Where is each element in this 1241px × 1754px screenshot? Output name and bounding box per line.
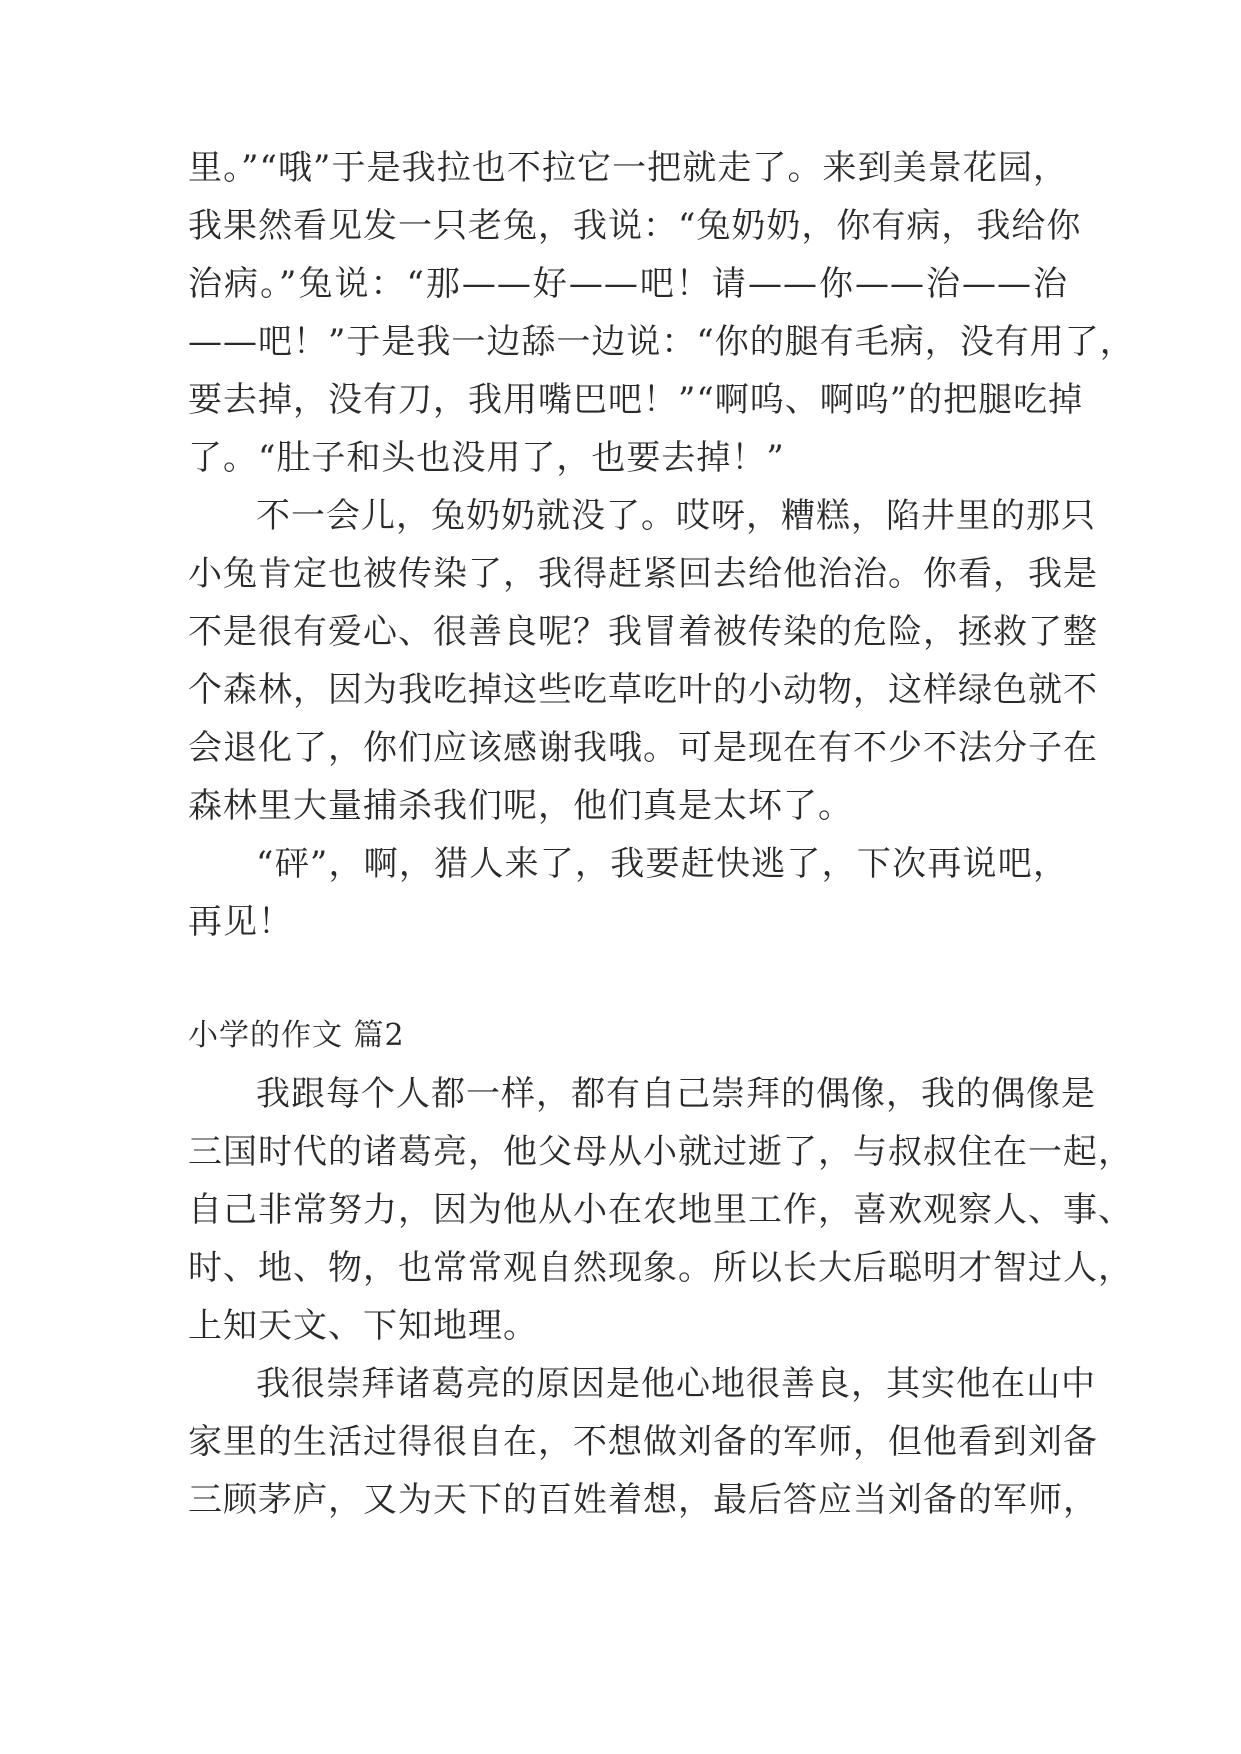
paragraph-line: 个森林，因为我吃掉这些吃草吃叶的小动物，这样绿色就不 — [188, 670, 1098, 710]
paragraph-line: 三顾茅庐，又为天下的百姓着想，最后答应当刘备的军师， — [188, 1480, 1098, 1520]
paragraph-line: 不是很有爱心、很善良呢？我冒着被传染的危险，拯救了整 — [188, 612, 1098, 652]
paragraph-line: 我跟每个人都一样，都有自己崇拜的偶像，我的偶像是 — [256, 1074, 1096, 1114]
paragraph-line: 上知天文、下知地理。 — [188, 1306, 538, 1346]
paragraph-line: 治病。”兔说：“那——好——吧！请——你——治——治 — [188, 264, 1068, 304]
paragraph-line: “砰”，啊，猎人来了，我要赶快逃了，下次再说吧， — [256, 844, 1068, 884]
section-heading: 小学的作文 篇2 — [188, 1018, 405, 1053]
paragraph-line: 自己非常努力，因为他从小在农地里工作，喜欢观察人、事、 — [188, 1190, 1133, 1230]
paragraph-line: 森林里大量捕杀我们呢，他们真是太坏了。 — [188, 786, 853, 826]
paragraph-line: 不一会儿，兔奶奶就没了。哎呀，糟糕，陷井里的那只 — [256, 496, 1096, 536]
paragraph-line: 小兔肯定也被传染了，我得赶紧回去给他治治。你看，我是 — [188, 554, 1098, 594]
paragraph-line: 时、地、物，也常常观自然现象。所以长大后聪明才智过人， — [188, 1248, 1133, 1288]
paragraph-line: 家里的生活过得很自在，不想做刘备的军师，但他看到刘备 — [188, 1422, 1098, 1462]
paragraph-line: 会退化了，你们应该感谢我哦。可是现在有不少不法分子在 — [188, 728, 1098, 768]
paragraph-line: 我果然看见发一只老兔，我说：“兔奶奶，你有病，我给你 — [188, 206, 1082, 246]
paragraph-line: 要去掉，没有刀，我用嘴巴吧！”“啊呜、啊呜”的把腿吃掉 — [188, 380, 1084, 420]
paragraph-line: ——吧！”于是我一边舔一边说：“你的腿有毛病，没有用了， — [188, 322, 1135, 362]
paragraph-line: 了。“肚子和头也没用了，也要去掉！” — [188, 438, 785, 478]
paragraph-line: 我很崇拜诸葛亮的原因是他心地很善良，其实他在山中 — [256, 1364, 1096, 1404]
paragraph-line: 再见！ — [188, 902, 293, 942]
paragraph-line: 三国时代的诸葛亮，他父母从小就过逝了，与叔叔住在一起， — [188, 1132, 1133, 1172]
paragraph-line: 里。”“哦”于是我拉也不拉它一把就走了。来到美景花园， — [188, 148, 1068, 188]
